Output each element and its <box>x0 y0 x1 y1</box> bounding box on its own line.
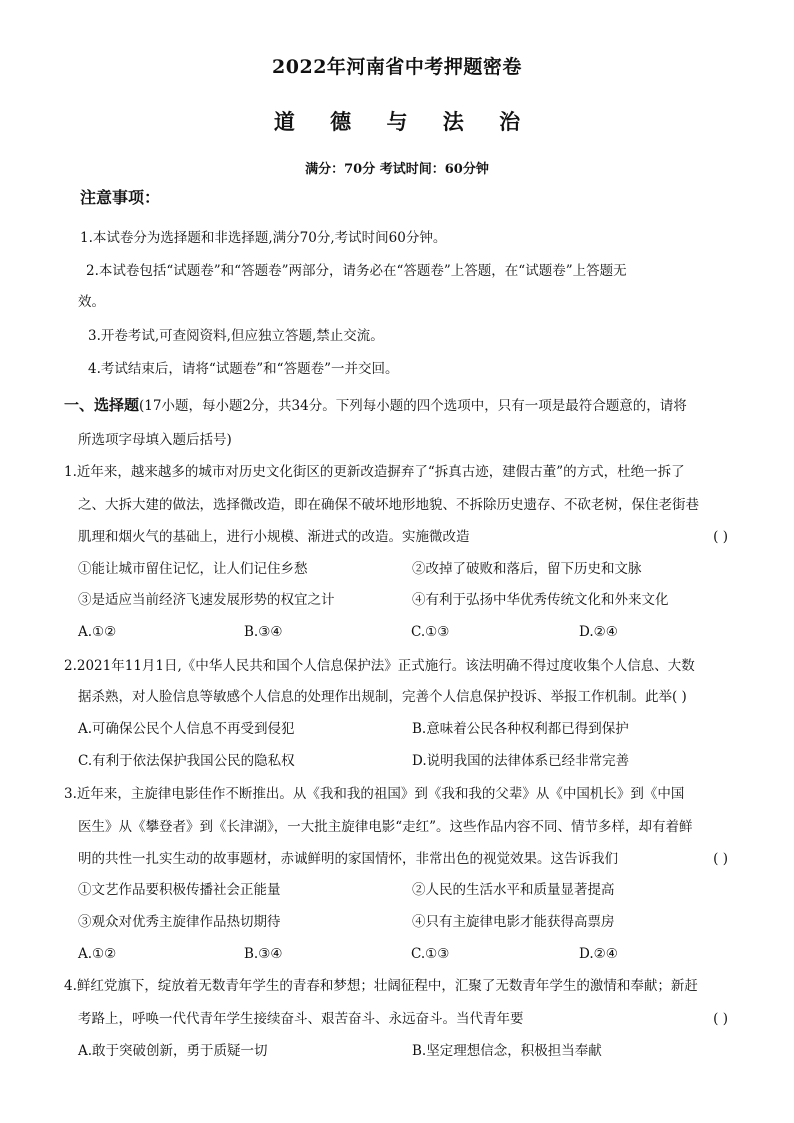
question-1-text-2: 之、大拆大建的做法，选择微改造，即在确保不破坏地形地貌、不拆除历史遗存、不砍老树，保住老街巷 <box>78 497 699 513</box>
question-3-option-c: C.①③ <box>411 946 450 962</box>
section-heading <box>64 395 687 416</box>
question-1-statement-2: ②改掉了破败和落后，留下历史和文脉 <box>412 561 642 577</box>
question-1-answer-blank: ( ) <box>713 529 728 545</box>
question-1-text: 1.近年来，越来越多的城市对历史文化街区的更新改造摒弃了“拆真古迹，建假古董”的方式，杜绝一拆了 <box>64 464 685 480</box>
question-4-text-2: 考路上，呼唤一代代青年学生接续奋斗、艰苦奋斗、永远奋斗。当代青年要 <box>78 1011 524 1027</box>
notice-item-2-cont: 效。 <box>78 294 105 310</box>
question-1-text-3: 肌理和烟火气的基础上，进行小规模、渐进式的改造。实施微改造 <box>78 529 470 545</box>
question-3-option-d: D.②④ <box>579 946 618 962</box>
question-3-statement-3: ③观众对优秀主旋律作品热切期待 <box>78 914 281 930</box>
question-4-text: 4.鲜红党旗下，绽放着无数青年学生的青春和梦想；壮阔征程中，汇聚了无数青年学生的激情和奉献；新赶 <box>64 978 698 994</box>
question-2-option-a: A.可确保公民个人信息不再受到侵犯 <box>78 721 295 737</box>
question-1-option-b: B.③④ <box>244 624 283 640</box>
question-1-option-a: A.①② <box>78 624 117 640</box>
section-label: 一、选择题 <box>64 396 140 414</box>
question-1-option-d: D.②④ <box>579 624 618 640</box>
exam-title: 2022年河南省中考押题密卷 <box>272 56 522 78</box>
question-1-option-c: C.①③ <box>411 624 450 640</box>
question-3-statement-2: ②人民的生活水平和质量显著提高 <box>412 882 615 898</box>
notice-item-1: 1.本试卷分为选择题和非选择题,满分70分,考试时间60分钟。 <box>80 230 447 246</box>
question-4-option-b: B.坚定理想信念，积极担当奉献 <box>412 1043 602 1059</box>
notice-item-3: 3.开卷考试,可查阅资料,但应独立答题,禁止交流。 <box>88 328 384 344</box>
question-3-text: 3.近年来，主旋律电影佳作不断推出。从《我和我的祖国》到《我和我的父辈》从《中国机长》到《中国 <box>64 786 685 802</box>
question-3-option-b: B.③④ <box>244 946 283 962</box>
question-2-option-c: C.有利于依法保护我国公民的隐私权 <box>78 753 295 769</box>
question-2-option-d: D.说明我国的法律体系已经非常完善 <box>412 753 630 769</box>
question-2-text: 2.2021年11月1日,《中华人民共和国个人信息保护法》正式施行。该法明确不得过度收集个人信息、大数 <box>64 658 695 674</box>
section-instructions: (17小题，每小题2分，共34分。下列每小题的四个选项中，只有一项是最符合题意的，请将 <box>139 398 687 414</box>
subject-title: 道 德 与 法 治 <box>273 109 535 134</box>
question-4-answer-blank: ( ) <box>713 1011 728 1027</box>
question-3-answer-blank: ( ) <box>713 851 728 867</box>
question-4-option-a: A.敢于突破创新，勇于质疑一切 <box>78 1043 268 1059</box>
question-3-text-2: 医生》从《攀登者》到《长津湖》，一大批主旋律电影“走红”。这些作品内容不同、情节多样，却有着鲜 <box>78 819 693 835</box>
notice-heading: 注意事项： <box>80 188 161 207</box>
question-3-text-3: 明的共性一扎实生动的故事题材，赤诚鲜明的家国情怀，非常出色的视觉效果。这告诉我们 <box>78 851 618 867</box>
question-2-option-b: B.意味着公民各种权利都已得到保护 <box>412 721 629 737</box>
question-1-statement-3: ③是适应当前经济飞速发展形势的权宜之计 <box>78 592 335 608</box>
question-1-statement-1: ①能让城市留住记忆，让人们记住乡愁 <box>78 561 308 577</box>
question-1-statement-4: ④有利于弘扬中华优秀传统文化和外来文化 <box>412 592 669 608</box>
section-instructions-cont: 所选项字母填入题后括号) <box>78 432 232 448</box>
question-3-statement-1: ①文艺作品要积极传播社会正能量 <box>78 882 281 898</box>
notice-item-4: 4.考试结束后，请将“试题卷”和“答题卷”一并交回。 <box>88 361 399 377</box>
question-3-option-a: A.①② <box>78 946 117 962</box>
notice-item-2: 2.本试卷包括“试题卷”和“答题卷”两部分，请务必在“答题卷”上答题，在“试题卷”上答题无 <box>86 263 627 279</box>
question-2-text-2: 据杀熟，对人脸信息等敏感个人信息的处理作出规制，完善个人信息保护投诉、举报工作机制。此举( ) <box>78 689 687 705</box>
exam-meta: 满分：70分 考试时间：60分钟 <box>305 162 489 177</box>
question-3-statement-4: ④只有主旋律电影才能获得高票房 <box>412 914 615 930</box>
